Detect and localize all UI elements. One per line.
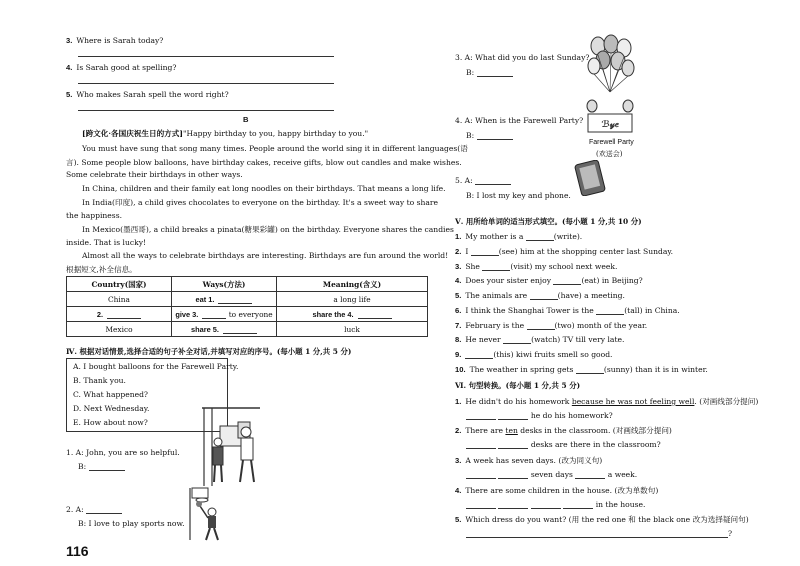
trans-4: 4. There are some children in the house. (改为单数句)	[455, 486, 659, 495]
passage-line-3: 言). Some people blow balloons, have birthday cakes, receive gifts, blow out candles and make wishes.	[66, 158, 462, 167]
blank[interactable]	[202, 310, 226, 319]
blank[interactable]	[498, 500, 528, 509]
trans-1: 1. He didn't do his homework because he was not feeling well. (对画线部分提问)	[455, 397, 759, 406]
phone-illustration	[574, 160, 608, 196]
table-cell: give 3. to everyone	[172, 307, 277, 322]
blank[interactable]	[475, 176, 511, 185]
svg-text:ℬ𝓎𝑒: ℬ𝓎𝑒	[601, 120, 619, 130]
info-table	[66, 276, 428, 337]
farewell-party-illustration	[584, 98, 636, 138]
blank[interactable]	[498, 411, 528, 420]
table-cell: eat 1.	[172, 292, 277, 307]
helper-illustration	[198, 402, 266, 488]
dialog-4-a: 4. A: When is the Farewell Party?	[455, 116, 584, 125]
blank[interactable]	[553, 276, 581, 285]
dialog-2-a: 2. A:	[66, 505, 122, 514]
blank[interactable]	[466, 440, 496, 449]
blank[interactable]	[107, 310, 141, 319]
passage-line-2: You must have sung that song many times. People around the world sing it in different languages(语	[82, 144, 468, 153]
fill-2: 2. I (see) him at the shopping center last Sunday.	[455, 247, 674, 256]
dialog-3-b: B:	[466, 68, 513, 77]
question-5: 5. Who makes Sarah spell the word right?	[66, 90, 229, 99]
passage-line-10: Almost all the ways to celebrate birthdays are interesting. Birthdays are fun around the world!	[82, 251, 449, 260]
fill-7: 7. February is the (two) month of the year.	[455, 321, 648, 330]
dialog-3-a: 3. A: What did you do last Sunday?	[455, 53, 590, 62]
section-5-title: Ⅴ. 用所给单词的适当形式填空。(每小题 1 分,共 10 分)	[455, 217, 642, 226]
blank[interactable]	[576, 365, 604, 374]
trans-3-answer: seven days a week.	[466, 470, 637, 479]
blank[interactable]	[466, 500, 496, 509]
balloons-illustration	[584, 34, 636, 98]
blank[interactable]	[218, 295, 252, 304]
question-3: 3. Where is Sarah today?	[66, 36, 164, 45]
table-cell: a long life	[277, 292, 428, 307]
blank[interactable]	[466, 470, 496, 479]
answer-line[interactable]	[78, 83, 334, 84]
fill-8: 8. He never (watch) TV till very late.	[455, 335, 625, 344]
trans-5: 5. Which dress do you want? (用 the red one 和 the black one 改为选择疑问句)	[455, 515, 749, 524]
blank[interactable]	[527, 321, 555, 330]
page-number: 116	[66, 543, 89, 559]
fill-4: 4. Does your sister enjoy (eat) in Beijing?	[455, 276, 643, 285]
trans-2: 2. There are ten desks in the classroom. (对画线部分提问)	[455, 426, 672, 435]
dialog-4-b: B:	[466, 131, 513, 140]
blank[interactable]	[466, 529, 728, 538]
passage-line-5: In China, children and their family eat long noodles on their birthdays. That means a long life.	[82, 184, 446, 193]
passage-line-1: [跨文化·各国庆祝生日的方式]"Happy birthday to you, happy birthday to you."	[82, 129, 369, 138]
dialog-2-b: B: I love to play sports now.	[78, 519, 185, 528]
blank[interactable]	[530, 291, 558, 300]
blank[interactable]	[465, 350, 493, 359]
passage-line-8: In Mexico(墨西哥), a child breaks a pinata(糖果彩罐) on the birthday. Everyone shares the candies	[82, 225, 454, 234]
blank[interactable]	[477, 68, 513, 77]
fill-1: 1. My mother is a (write).	[455, 232, 583, 241]
passage-line-4: Some celebrate their birthdays in other ways.	[66, 170, 243, 179]
passage-instruction: 根据短文,补全信息。	[66, 265, 137, 274]
blank[interactable]	[86, 505, 122, 514]
fill-9: 9. (this) kiwi fruits smell so good.	[455, 350, 613, 359]
fill-5: 5. The animals are (have) a meeting.	[455, 291, 625, 300]
option-c: C. What happened?	[73, 390, 149, 399]
blank[interactable]	[563, 500, 593, 509]
section-4-title: Ⅳ. 根据对话情景,选择合适的句子补全对话,并填写对应的序号。(每小题 1 分,共 5 分)	[66, 347, 352, 356]
table-cell: share the 4.	[277, 307, 428, 322]
blank[interactable]	[466, 411, 496, 420]
dialog-1-b: B:	[78, 462, 125, 471]
blank[interactable]	[89, 462, 125, 471]
fill-6: 6. I think the Shanghai Tower is the (tall) in China.	[455, 306, 680, 315]
option-b: B. Thank you.	[73, 376, 126, 385]
dialog-5-b: B: I lost my key and phone.	[466, 191, 571, 200]
answer-line[interactable]	[78, 56, 334, 57]
dialog-1-a: 1. A: John, you are so helpful.	[66, 448, 180, 457]
question-4: 4. Is Sarah good at spelling?	[66, 63, 177, 72]
dialog-5-a: 5. A:	[455, 176, 511, 185]
blank[interactable]	[503, 335, 531, 344]
passage-line-6: In India(印度), a child gives chocolates to everyone on the birthday. It's a sweet way to share	[82, 198, 439, 207]
blank[interactable]	[477, 131, 513, 140]
blank[interactable]	[482, 262, 510, 271]
section-6-title: Ⅵ. 句型转换。(每小题 1 分,共 5 分)	[455, 381, 581, 390]
blank[interactable]	[531, 500, 561, 509]
basketball-illustration	[186, 486, 230, 542]
table-header: Ways(方法)	[172, 277, 277, 292]
fill-3: 3. She (visit) my school next week.	[455, 262, 618, 271]
answer-line[interactable]	[78, 110, 334, 111]
table-cell: Mexico	[67, 322, 172, 337]
blank[interactable]	[223, 325, 257, 334]
trans-2-answer: desks are there in the classroom?	[466, 440, 661, 449]
blank[interactable]	[358, 310, 392, 319]
farewell-cn-label: (欢送会)	[596, 150, 623, 158]
blank[interactable]	[498, 470, 528, 479]
option-a: A. I bought balloons for the Farewell Party.	[73, 362, 239, 371]
passage-line-9: inside. That is lucky!	[66, 238, 147, 247]
fill-10: 10. The weather in spring gets (sunny) than it is in winter.	[455, 365, 708, 374]
blank[interactable]	[526, 232, 554, 241]
option-e: E. How about now?	[73, 418, 148, 427]
blank[interactable]	[575, 470, 605, 479]
passage-line-7: the happiness.	[66, 211, 123, 220]
trans-3: 3. A week has seven days. (改为同义句)	[455, 456, 603, 465]
section-b-heading: B	[243, 115, 249, 124]
blank[interactable]	[596, 306, 624, 315]
table-cell: luck	[277, 322, 428, 337]
blank[interactable]	[471, 247, 499, 256]
farewell-label: Farewell Party	[589, 139, 634, 146]
trans-4-answer: in the house.	[466, 500, 645, 509]
option-d: D. Next Wednesday.	[73, 404, 150, 413]
blank[interactable]	[498, 440, 528, 449]
table-header: Country(国家)	[67, 277, 172, 292]
trans-1-answer: he do his homework?	[466, 411, 613, 420]
trans-5-answer: ?	[466, 529, 732, 538]
table-cell: share 5.	[172, 322, 277, 337]
table-cell: China	[67, 292, 172, 307]
table-cell: 2.	[67, 307, 172, 322]
table-header: Meaning(含义)	[277, 277, 428, 292]
